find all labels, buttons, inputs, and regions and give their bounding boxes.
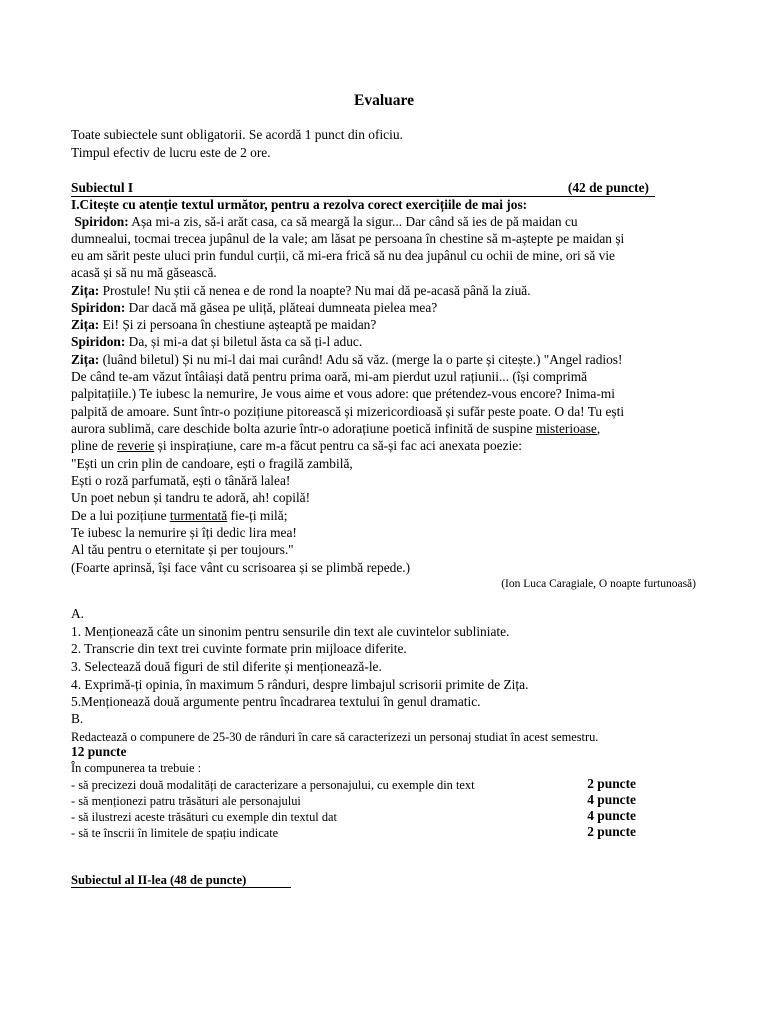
speaker-zita: Zița: [71, 352, 100, 367]
speaker-zita: Zița: [71, 283, 100, 298]
stage-direction: (Foarte aprinsă, își face vânt cu scrisoarea și se plimbă repede.) [71, 560, 411, 575]
exercise-3: 3. Selectează două figuri de stil diferite și menționează-le. [71, 659, 382, 674]
speaker-spiridon: Spiridon: [71, 334, 126, 349]
poem-line-4-a: De a lui pozițiune [71, 508, 170, 523]
text-line-5-content: Prostule! Nu știi că nenea e de rond la noapte? Nu mai dă pe-acasă până la ziuă. [99, 283, 531, 298]
exercise-2: 2. Transcrie din text trei cuvinte formate prin mijloace diferite. [71, 641, 407, 656]
text-line-7-content: Ei! Și zi persoana în chestiune așteaptă pe maidan? [99, 317, 377, 332]
text-line-9 [71, 352, 622, 368]
text-line-4: acasă și să nu mă găsească. [71, 265, 217, 280]
text-line-2: dumnealui, tocmai trecea jupânul de la vale; am lăsat pe persoana în chestine să m-aștepte pe maidan și [71, 231, 625, 246]
text-line-13-a: aurora sublimă, care deschide bolta azurie într-o adorațiune poetică infinită de suspine [71, 421, 536, 436]
poem-line-1: "Ești un crin plin de candoare, ești o fragilă zambilă, [71, 456, 353, 471]
poem-line-4-b: fie-ți milă; [227, 508, 288, 523]
text-line-14 [71, 438, 522, 454]
subject-2-heading: Subiectul al II-lea (48 de puncte) [71, 873, 291, 888]
criterion-3: - să ilustrezi aceste trăsături cu exemple din textul dat [71, 810, 337, 824]
subject-1-points: (42 de puncte) [567, 180, 649, 195]
section-b-label: B. [71, 711, 84, 726]
text-line-6 [71, 300, 437, 316]
criterion-1-points: 2 puncte [587, 776, 636, 791]
poem-line-2: Ești o roză parfumată, ești o tânără lalea! [71, 473, 291, 488]
criterion-2-points: 4 puncte [587, 792, 636, 807]
text-line-14-b: și inspirațiune, care m-a făcut pentru ca să-și fac aci anexata poezie: [154, 438, 522, 453]
exercise-1: 1. Menționează câte un sinonim pentru sensurile din text ale cuvintelor subliniate. [71, 624, 510, 639]
exercise-4: 4. Exprimă-ți opinia, în maximum 5 rânduri, despre limbajul scrisorii primite de Zița. [71, 677, 529, 692]
text-line-1 [71, 214, 578, 230]
poem-line-4 [71, 508, 287, 524]
text-line-5 [71, 283, 531, 299]
text-line-14-a: pline de [71, 438, 118, 453]
text-line-11: palpitațiile.) Te iubesc la nemurire, Je vous aime et vous adore: que prétendez-vous encore? Inima-mi [71, 386, 615, 401]
subject-1-label: Subiectul I [71, 180, 134, 195]
text-line-7 [71, 317, 376, 333]
intro-line-1: Toate subiectele sunt obligatorii. Se acordă 1 punct din oficiu. [71, 127, 403, 142]
criterion-1: - să precizezi două modalități de caracterizare a personajului, cu exemple din text [71, 778, 475, 792]
section-b-intro: În compunerea ta trebuie : [71, 761, 202, 775]
text-line-13 [71, 421, 600, 437]
criterion-3-points: 4 puncte [587, 808, 636, 823]
speaker-spiridon: Spiridon: [71, 300, 126, 315]
subject-1-heading [71, 180, 655, 197]
text-line-3: eu am sărit peste uluci prin fundul curții, că mi-era frică să nu dea jupânul cu ochii de mine, ori să vie [71, 248, 615, 263]
intro-line-2: Timpul efectiv de lucru este de 2 ore. [71, 145, 271, 160]
speaker-spiridon: Spiridon: [74, 214, 129, 229]
page-title: Evaluare [354, 92, 414, 109]
text-source-citation: (Ion Luca Caragiale, O noapte furtunoasă) [501, 578, 696, 590]
poem-line-6: Al tău pentru o eternitate și per toujours." [71, 542, 294, 557]
section-b-task: Redactează o compunere de 25-30 de rânduri în care să caracterizezi un personaj studiat în acest semestru. [71, 730, 599, 744]
text-line-8-content: Da, și mi-a dat și biletul ăsta ca să ți-l aduc. [125, 334, 363, 349]
criterion-4: - să te înscrii în limitele de spațiu indicate [71, 826, 279, 840]
subject-1-instruction: I.Citește cu atenție textul următor, pentru a rezolva corect exercițiile de mai jos: [71, 197, 528, 212]
exercise-5: 5.Menționează două argumente pentru încadrarea textului în genul dramatic. [71, 694, 481, 709]
underlined-word-turmentata: turmentată [169, 508, 228, 523]
text-line-1-content: Așa mi-a zis, să-i arăt casa, ca să meargă la sigur... Dar când să ies de pă maidan cu [128, 214, 578, 229]
speaker-zita: Zița: [71, 317, 100, 332]
criterion-2: - să menționezi patru trăsături ale personajului [71, 794, 301, 808]
section-b-points: 12 puncte [71, 744, 127, 759]
poem-line-5: Te iubesc la nemurire și îți dedic lira mea! [71, 525, 297, 540]
section-a-label: A. [71, 606, 85, 621]
underlined-word-misterioase: misterioase [535, 421, 597, 436]
text-line-12: palpită de amoare. Sunt într-o pozițiune pitorească și mizericordioasă și sufăr peste poate. O da! Tu ești [71, 404, 625, 419]
text-line-8 [71, 334, 362, 350]
text-line-6-content: Dar dacă mă găsea pe uliță, plăteai dumneata pielea mea? [125, 300, 438, 315]
text-line-13-b: , [596, 421, 601, 436]
underlined-word-reverie: reverie [117, 438, 155, 453]
text-line-9-content: (luând biletul) Și nu mi-l dai mai curând! Adu să văz. (merge la o parte și citește.) "Angel radios! [99, 352, 623, 367]
criterion-4-points: 2 puncte [587, 824, 636, 839]
text-line-10: De când te-am văzut întâiași dată pentru prima oară, mi-am pierdut uzul rațiunii... (își comprimă [71, 369, 588, 384]
poem-line-3: Un poet nebun și tandru te adoră, ah! copilă! [71, 490, 311, 505]
